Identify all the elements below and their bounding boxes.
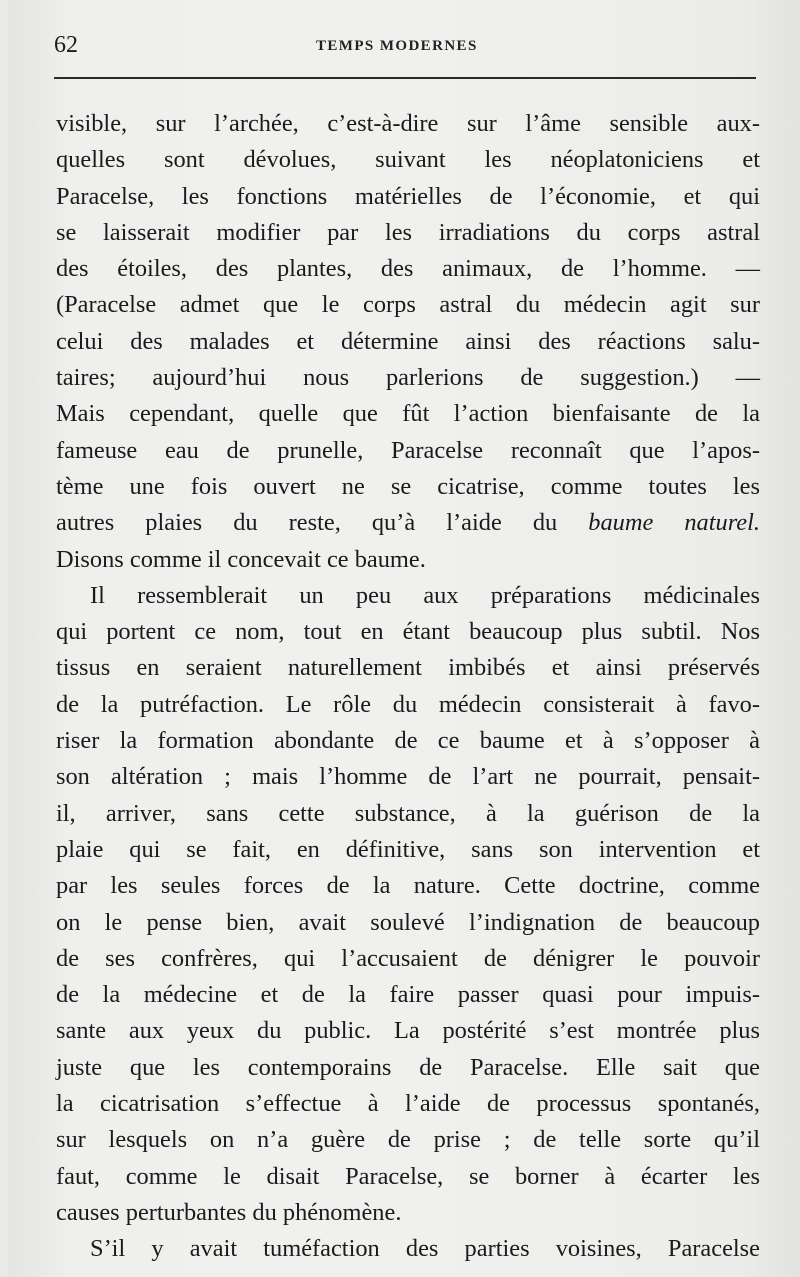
text-line: de ses confrères, qui l’accusaient de dénigrer le pouvoir [56,944,760,972]
text-line: quelles sont dévolues, suivant les néoplatoniciens et [56,146,760,174]
text-line: visible, sur l’archée, c’est-à-dire sur l’âme sensible aux- [56,110,760,137]
text-line: Mais cependant, quelle que fût l’action bienfaisante de la [56,400,760,428]
text-line: de la médecine et de la faire passer quasi pour impuis- [56,981,760,1009]
text-line: qui portent ce nom, tout en étant beaucoup plus subtil. Nos [56,618,760,646]
text-line: plaie qui se fait, en définitive, sans son intervention et [56,835,760,863]
text-line: faut, comme le disait Paracelse, se borner à écarter les [56,1162,760,1190]
text-line: juste que les contemporains de Paracelse. Elle sait que [56,1053,760,1081]
text-line: taires; aujourd’hui nous parlerions de suggestion.) — [56,364,760,392]
text-line: la cicatrisation s’effectue à l’aide de processus spontanés, [56,1090,760,1118]
page-number: 62 [54,32,78,58]
text-line: celui des malades et détermine ainsi des réactions salu- [56,327,760,355]
text-line: sur lesquels on n’a guère de prise ; de telle sorte qu’il [56,1126,760,1154]
text-line-with-italic [56,505,760,541]
text-line: tissus en seraient naturellement imbibés et ainsi préservés [56,654,760,682]
text-line: sante aux yeux du public. La postérité s’est montrée plus [56,1017,760,1045]
text-line: fameuse eau de prunelle, Paracelse reconnaît que l’apos- [56,436,760,464]
text-line: on le pense bien, avait soulevé l’indignation de beaucoup [56,908,760,936]
page-header [8,30,800,64]
text-line: son altération ; mais l’homme de l’art ne pourrait, pensait- [56,763,760,791]
body-text [56,106,760,1268]
text-line: il, arriver, sans cette substance, à la guérison de la [56,799,760,827]
text-line: (Paracelse admet que le corps astral du médecin agit sur [56,291,760,319]
text-line: riser la formation abondante de ce baume et à s’opposer à [56,727,760,755]
text-line: par les seules forces de la nature. Cette doctrine, comme [56,872,760,900]
italic-term: baume naturel. [588,509,760,537]
text-line-last: Disons comme il concevait ce baume. [56,545,426,573]
header-rule [54,77,756,79]
text-line: de la putréfaction. Le rôle du médecin consisterait à favo- [56,690,760,718]
text-line: Paracelse, les fonctions matérielles de l’économie, et qui [56,182,760,210]
text-line: des étoiles, des plantes, des animaux, de l’homme. — [56,255,760,283]
text-line: tème une fois ouvert ne se cicatrise, comme toutes les [56,472,760,500]
text-line-indented: S’il y avait tuméfaction des parties voisines, Paracelse [90,1235,760,1263]
text-fragment: autres plaies du reste, qu’à l’aide du [56,509,589,537]
running-title: TEMPS MODERNES [316,38,478,54]
text-line-last: causes perturbantes du phénomène. [56,1198,402,1226]
text-line: se laisserait modifier par les irradiations du corps astral [56,218,760,246]
book-page [8,0,800,1277]
text-line-indented: Il ressemblerait un peu aux préparations médicinales [90,581,760,609]
